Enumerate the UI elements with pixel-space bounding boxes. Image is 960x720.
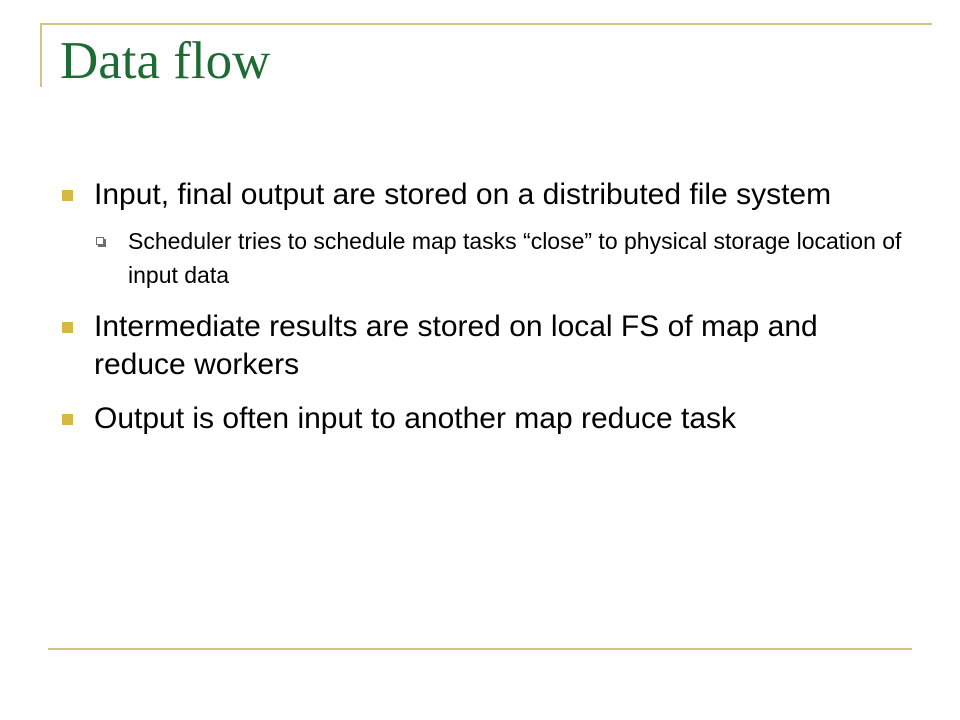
bullet-text: Output is often input to another map reduce task [94,402,737,435]
bullet-item-output-input [56,400,906,438]
square-bullet-icon [62,322,73,333]
bottom-rule-line [48,648,912,650]
sub-bullet-list [94,224,906,292]
top-rule-line [40,23,932,25]
square-bullet-icon [62,190,73,201]
slide-title: Data flow [60,32,271,90]
bullet-list [56,176,906,454]
left-rule-line [40,23,42,87]
sub-bullet-text: Scheduler tries to schedule map tasks “close” to physical storage location of input data [128,228,902,288]
sub-bullet-item-scheduler [94,224,906,292]
bullet-text: Input, final output are stored on a distributed file system [94,178,832,211]
bullet-text: Intermediate results are stored on local FS of map and reduce workers [94,310,818,381]
hollow-square-bullet-icon [96,237,104,245]
bullet-item-intermediate-results [56,308,906,384]
bullet-item-input-output [56,176,906,292]
square-bullet-icon [62,414,73,425]
